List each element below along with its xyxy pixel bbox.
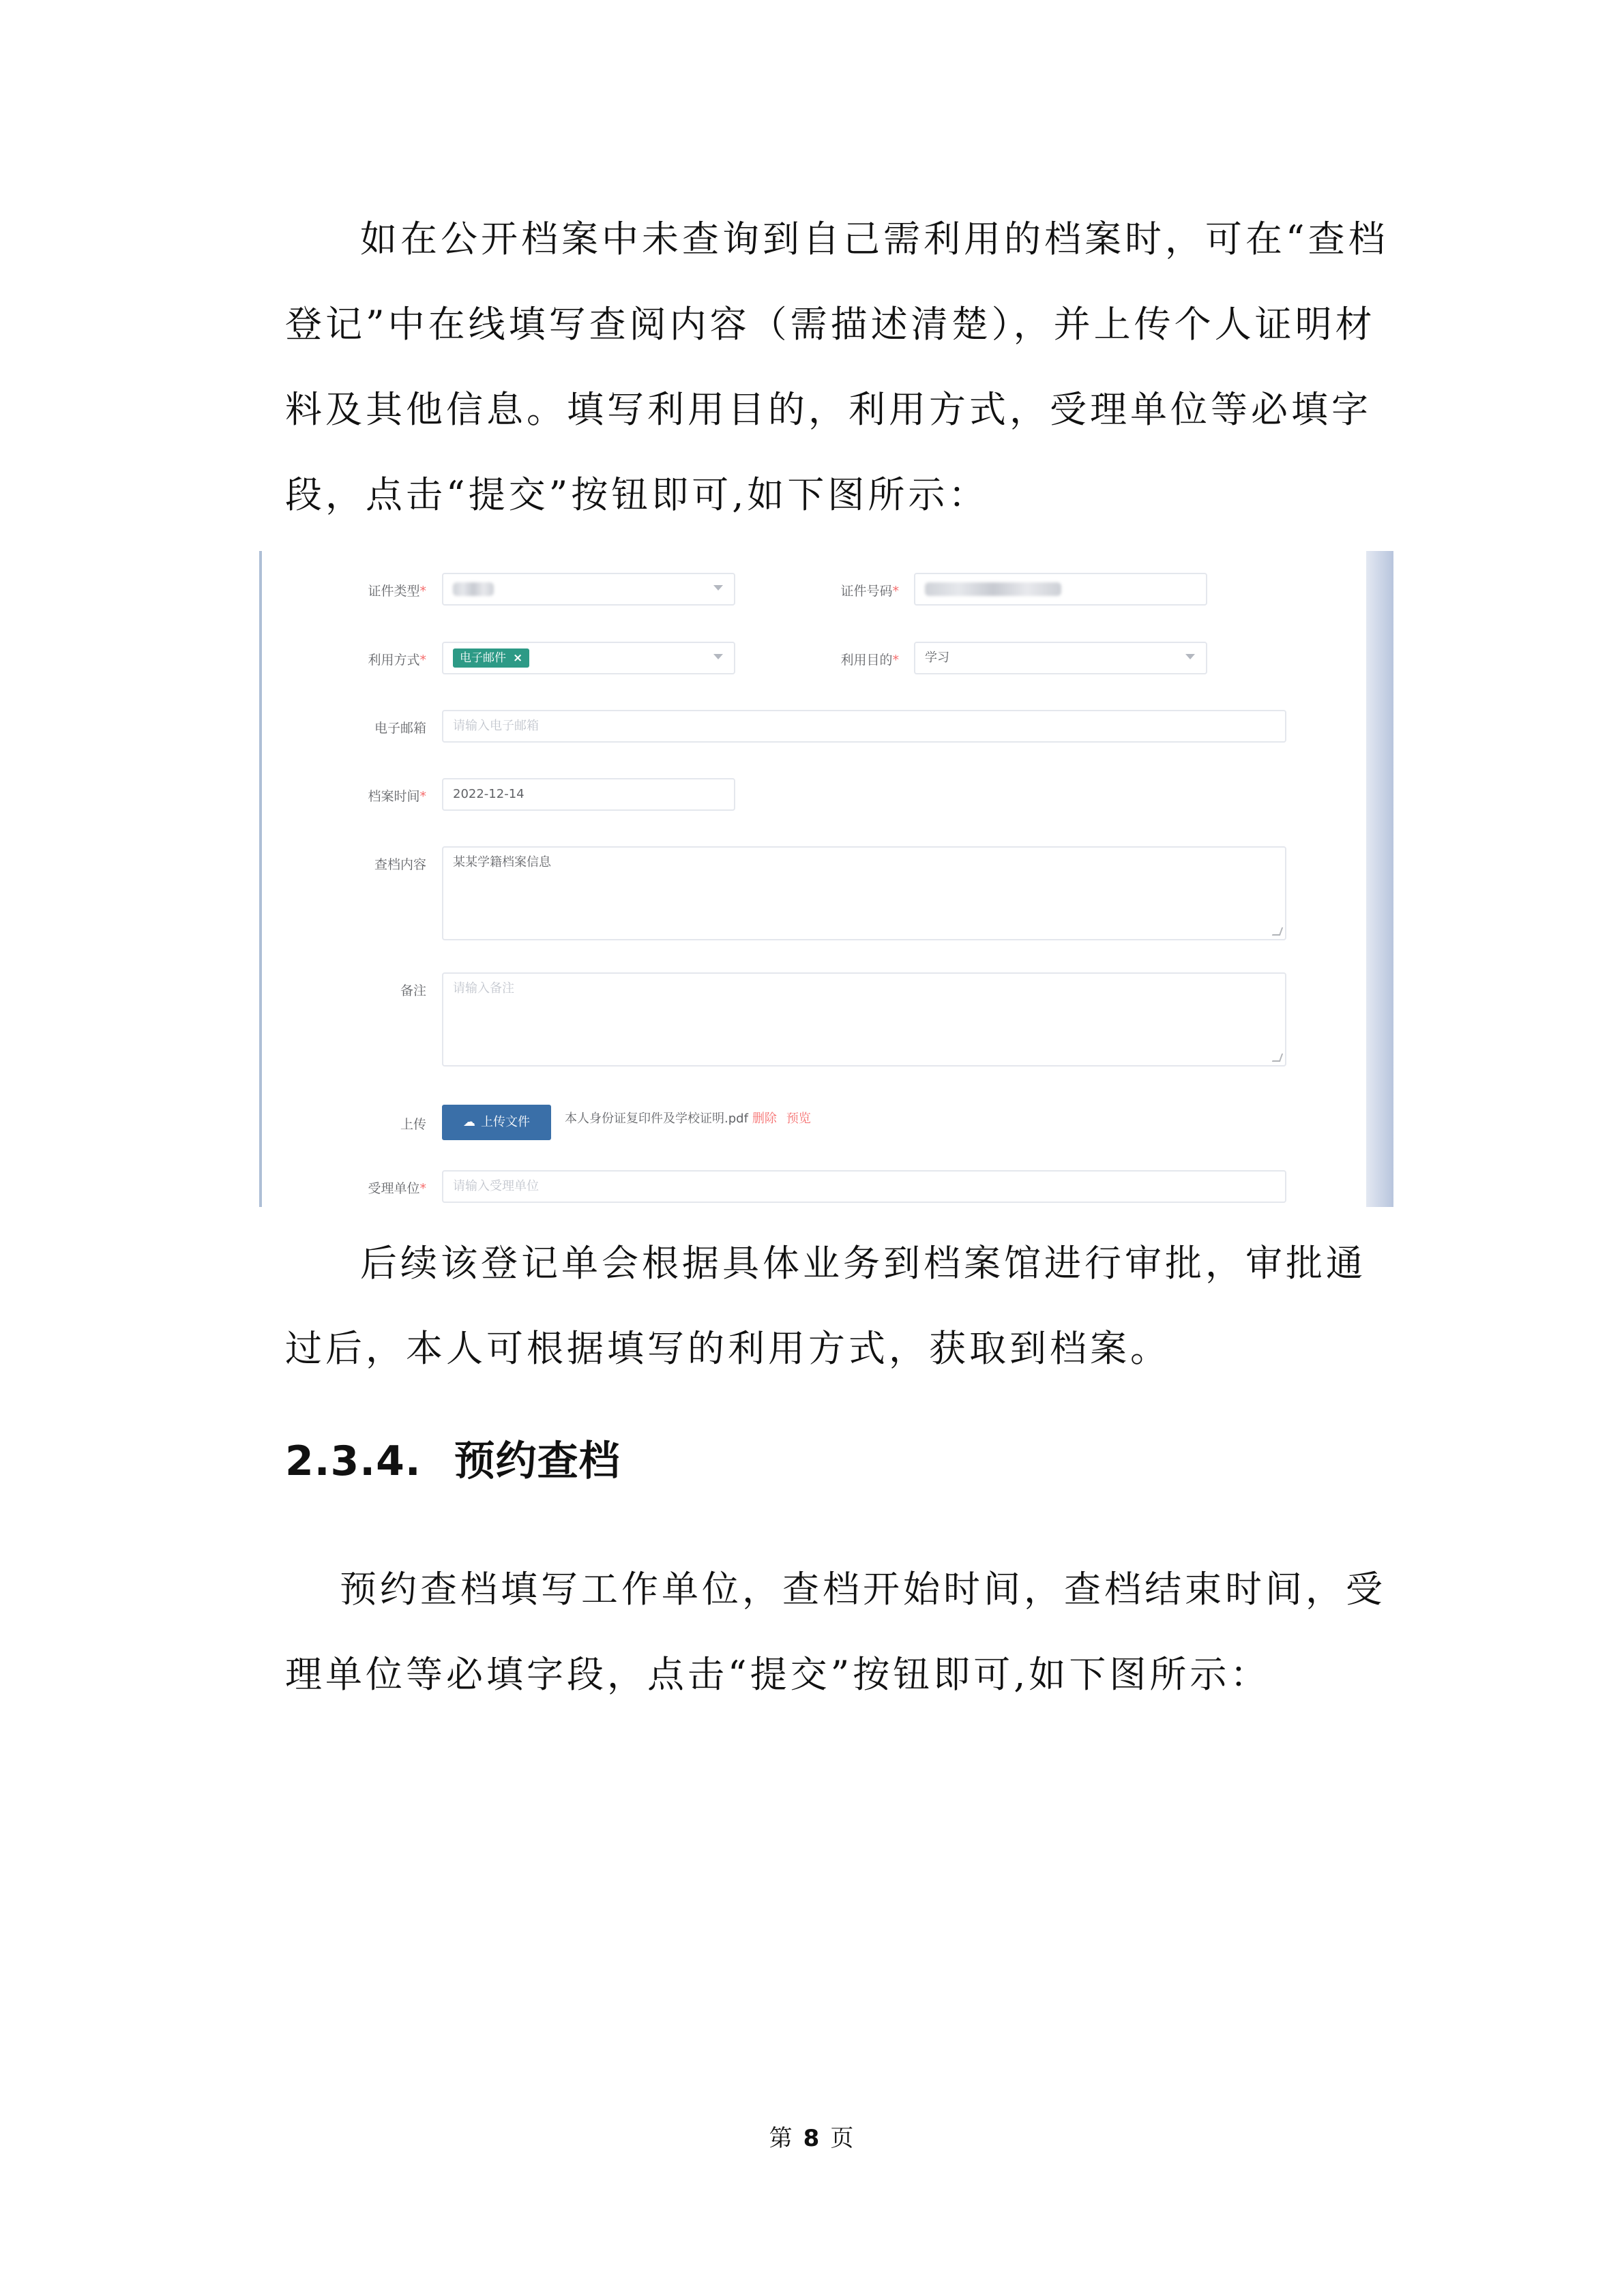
appointment-paragraph: 预约查档填写工作单位，查档开始时间，查档结束时间，受理单位等必填字段，点击“提交”按钮即可,如下图所示： [285,1568,1386,1696]
approval-paragraph: 后续该登记单会根据具体业务到档案馆进行审批，审批通过后，本人可根据填写的利用方式，获取到档案。 [285,1242,1366,1370]
purpose-value: 学习 [925,651,949,665]
cloud-upload-icon: ☁ [463,1115,475,1129]
page-number: 第 8 页 [769,2125,855,2152]
remark-textarea[interactable]: 请输入备注 [442,972,1286,1067]
chevron-down-icon [713,585,723,591]
upload-file-button[interactable]: ☁ 上传文件 [442,1105,551,1140]
purpose-select[interactable] [914,642,1207,674]
use-method-label: 利用方式* [368,653,426,668]
unit-input[interactable]: 请输入受理单位 [442,1170,1286,1203]
content-label: 查档内容 [374,857,426,872]
email-label: 电子邮箱 [374,721,426,736]
content-textarea[interactable]: 某某学籍档案信息 [442,846,1286,940]
uploaded-file-row [565,1109,811,1127]
use-method-tag: 电子邮件 × [453,648,529,668]
delete-link[interactable]: 删除 [752,1112,777,1126]
form-screenshot [259,551,1393,1207]
close-icon[interactable]: × [513,651,523,665]
id-number-label: 证件号码* [840,584,899,599]
screenshot-left-border [259,551,262,1207]
chevron-down-icon [713,654,723,659]
id-type-label: 证件类型* [368,584,426,599]
chevron-down-icon [1185,654,1195,659]
blurred-value [453,582,494,596]
use-method-select[interactable] [442,642,735,674]
id-type-select[interactable] [442,573,735,606]
unit-label: 受理单位* [368,1181,426,1196]
file-name: 本人身份证复印件及学校证明.pdf [565,1112,748,1126]
upload-label: 上传 [400,1117,426,1132]
resize-handle-icon[interactable] [1272,1054,1283,1062]
archive-time-input[interactable]: 2022-12-14 [442,778,735,811]
preview-link[interactable]: 预览 [786,1112,811,1126]
resize-handle-icon[interactable] [1272,927,1283,936]
blurred-value [925,582,1061,596]
archive-time-label: 档案时间* [368,789,426,804]
remark-label: 备注 [400,983,426,998]
email-input[interactable]: 请输入电子邮箱 [442,710,1286,743]
intro-paragraph: 如在公开档案中未查询到自己需利用的档案时，可在“查档登记”中在线填写查阅内容（需描述清楚），并上传个人证明材料及其他信息。填写利用目的，利用方式，受理单位等必填字段，点击“提交”按钮即可,如下图所示： [285,218,1389,516]
purpose-label: 利用目的* [840,653,899,668]
screenshot-right-scrollbar [1366,551,1393,1207]
section-heading: 2.3.4. 预约查档 [285,1437,621,1485]
id-number-input[interactable] [914,573,1207,606]
